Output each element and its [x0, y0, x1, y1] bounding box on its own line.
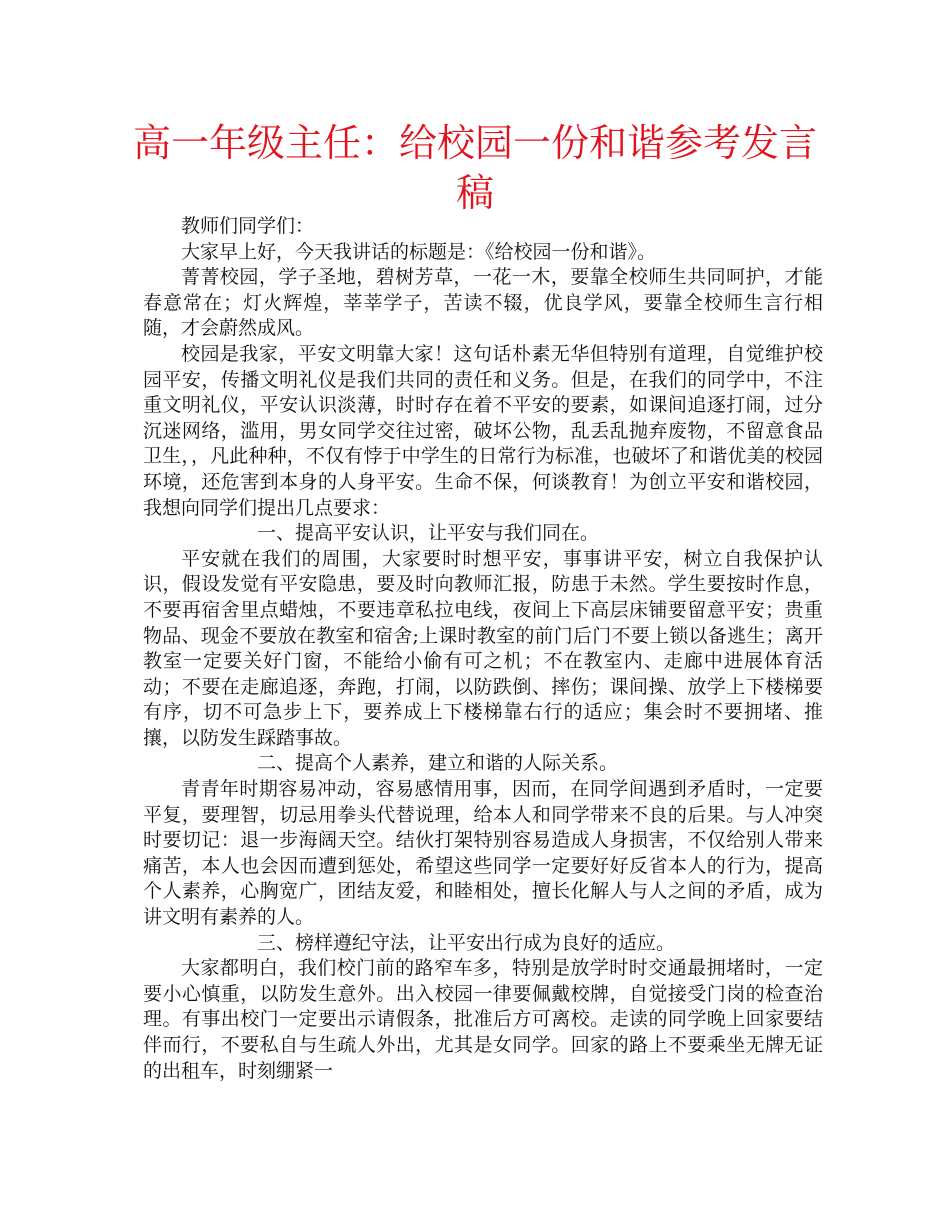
section-heading-2: 二、提高个人素养，建立和谐的人际关系。 [257, 752, 619, 775]
body-paragraph: 青青年时期容易冲动，容易感情用事，因而，在同学间遇到矛盾时，一定要平复，要理智，切忌用拳头代替说理，给本人和同学带来不良的后果。与人冲突时要切记：退一步海阔天空。结伙打架特别容易造成人身损害，不仅给别人带来痛苦，本人也会因而遭到惩处，希望这些同学一定要好好反省本人的行为，提高个人素养，心胸宽广，团结友爱，和睦相处，擅长化解人与人之间的矛盾，成为讲文明有素养的人。 [143, 778, 823, 929]
salutation: 教师们同学们： [181, 215, 315, 237]
section-heading-3: 三、榜样遵纪守法，让平安出行成为良好的适应。 [257, 931, 676, 954]
document-body [143, 214, 823, 1084]
body-paragraph: 菁菁校园，学子圣地，碧树芳草，一花一木，要靠全校师生共同呵护，才能春意常在；灯火辉煌，莘莘学子，苦读不辍，优良学风，要靠全校师生言行相随，才会蔚然成风。 [143, 266, 823, 340]
body-paragraph: 大家都明白，我们校门前的路窄车多，特别是放学时时交通最拥堵时，一定要小心慎重，以防发生意外。出入校园一律要佩戴校牌，自觉接受门岗的检查治理。有事出校门一定要出示请假条，批准后方可离校。走读的同学晚上回家要结伴而行，不要私自与生疏人外出，尤其是女同学。回家的路上不要乘坐无牌无证的出租车，时刻绷紧一 [143, 957, 823, 1082]
body-paragraph: 校园是我家，平安文明靠大家！这句话朴素无华但特别有道理，自觉维护校园平安，传播文明礼仪是我们共同的责任和义务。但是，在我们的同学中，不注重文明礼仪，平安认识淡薄，时时存在着不平安的要素，如课间追逐打闹，过分沉迷网络，滥用，男女同学交往过密，破坏公物，乱丢乱抛弃废物，不留意食品卫生，，凡此种种，不仅有悖于中学生的日常行为标准，也破坏了和谐优美的校园环境，还危害到本身的人身平安。生命不保，何谈教育！为创立平安和谐校园，我想向同学们提出几点要求： [143, 342, 823, 519]
section-heading-1: 一、提高平安认识，让平安与我们同在。 [257, 522, 600, 545]
document-title: 高一年级主任：给校园一份和谐参考发言稿 [132, 121, 817, 215]
body-paragraph: 平安就在我们的周围，大家要时时想平安，事事讲平安，树立自我保护认识，假设发觉有平安隐患，要及时向教师汇报，防患于未然。学生要按时作息，不要再宿舍里点蜡烛，不要违章私拉电线，夜间上下高层床铺要留意平安；贵重物品、现金不要放在教室和宿舍;上课时教室的前门后门不要上锁以备逃生；离开教室一定要关好门窗，不能给小偷有可之机；不在教室内、走廊中进展体育活动；不要在走廊追逐，奔跑，打闹，以防跌倒、摔伤；课间操、放学上下楼梯要有序，切不可急步上下，要养成上下楼梯靠右行的适应；集会时不要拥堵、推攘，以防发生踩踏事故。 [143, 547, 823, 749]
greeting-paragraph: 大家早上好，今天我讲话的标题是：《给校园一份和谐》。 [181, 240, 657, 263]
